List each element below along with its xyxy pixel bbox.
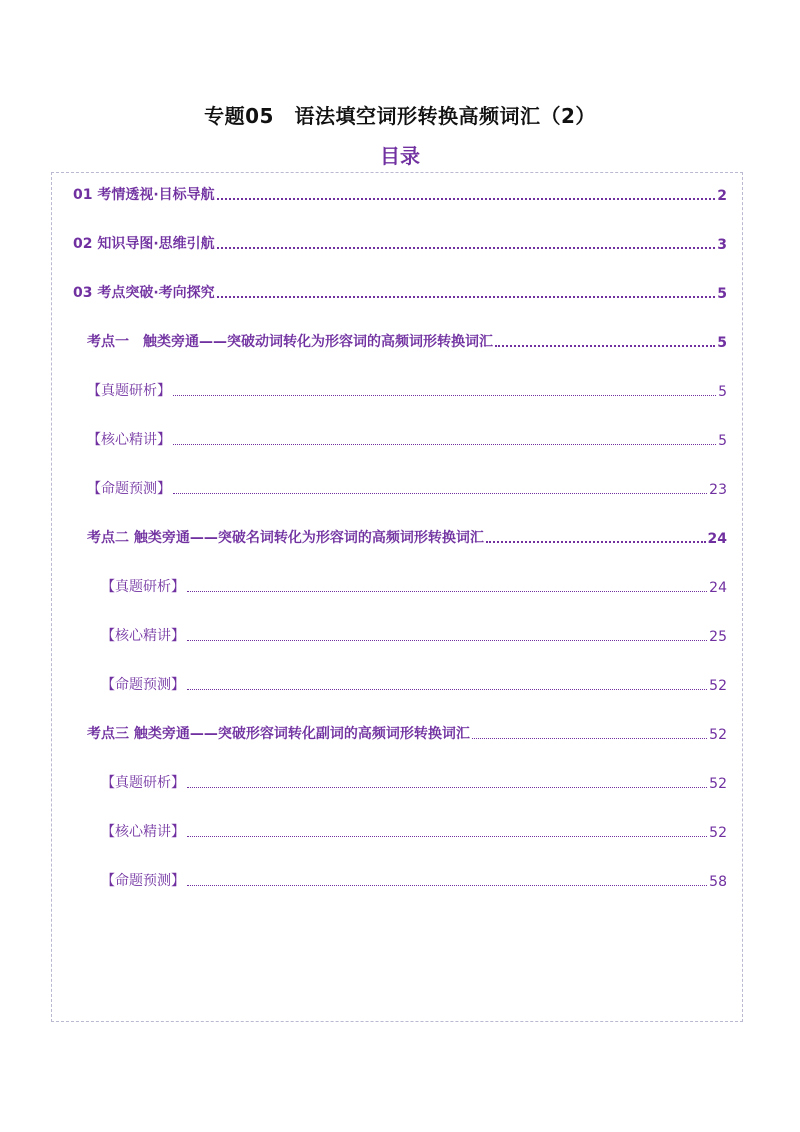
- toc-leader: [495, 345, 715, 347]
- toc-entry-page: 52: [709, 727, 727, 743]
- toc-entry-page: 24: [709, 580, 727, 596]
- toc-leader: [173, 444, 716, 445]
- toc-entry-topic-2[interactable]: [87, 523, 727, 547]
- toc-entry-topic-3-prediction[interactable]: [101, 866, 727, 890]
- toc-leader: [486, 541, 706, 543]
- toc-leader: [173, 493, 707, 494]
- toc-entry-page: 52: [709, 825, 727, 841]
- toc-entry-topic-2-prediction[interactable]: [101, 670, 727, 694]
- toc-entry-page: 5: [718, 433, 727, 449]
- toc-entry-label: 【命题预测】: [87, 481, 171, 497]
- toc-leader: [187, 885, 707, 886]
- toc-leader: [187, 591, 707, 592]
- toc-entry-page: 23: [709, 482, 727, 498]
- toc-entry-section-03[interactable]: [73, 278, 727, 302]
- toc-entry-page: 58: [709, 874, 727, 890]
- toc-entry-label: 03 考点突破·考向探究: [73, 285, 215, 301]
- toc-leader: [173, 395, 716, 396]
- toc-entry-page: 52: [709, 776, 727, 792]
- toc-leader: [217, 296, 716, 298]
- toc-entry-label: 【命题预测】: [101, 873, 185, 889]
- toc-entry-section-02[interactable]: [73, 229, 727, 253]
- page-title: 专题05 语法填空词形转换高频词汇（2）: [204, 104, 596, 128]
- toc-entry-page: 24: [707, 531, 727, 547]
- toc-entry-label: 【核心精讲】: [101, 628, 185, 644]
- toc-entry-section-01[interactable]: [73, 180, 727, 204]
- toc-entry-label: 【核心精讲】: [101, 824, 185, 840]
- toc-entry-label: 【核心精讲】: [87, 432, 171, 448]
- toc-leader: [217, 247, 716, 249]
- toc-leader: [187, 689, 707, 690]
- toc-entry-topic-3[interactable]: [87, 719, 727, 743]
- toc-entry-topic-1-exam-analysis[interactable]: [87, 376, 727, 400]
- toc-entry-page: 5: [717, 335, 727, 351]
- toc-leader: [187, 640, 707, 641]
- toc-entry-page: 5: [718, 384, 727, 400]
- toc-entry-page: 3: [717, 237, 727, 253]
- toc-entry-topic-1[interactable]: [87, 327, 727, 351]
- toc-entry-topic-2-core-explanation[interactable]: [101, 621, 727, 645]
- toc-entry-label: 【命题预测】: [101, 677, 185, 693]
- toc-entry-page: 5: [717, 286, 727, 302]
- toc-entry-label: 02 知识导图·思维引航: [73, 236, 215, 252]
- toc-leader: [187, 787, 707, 788]
- toc-leader: [187, 836, 707, 837]
- toc-entry-label: 【真题研析】: [101, 579, 185, 595]
- toc-entry-topic-1-core-explanation[interactable]: [87, 425, 727, 449]
- toc-leader: [472, 738, 707, 739]
- toc-entry-topic-3-core-explanation[interactable]: [101, 817, 727, 841]
- toc-entry-label: 01 考情透视·目标导航: [73, 187, 215, 203]
- toc-entry-label: 【真题研析】: [101, 775, 185, 791]
- toc-entry-topic-3-exam-analysis[interactable]: [101, 768, 727, 792]
- toc-heading: 目录: [380, 144, 420, 168]
- toc-entry-page: 2: [717, 188, 727, 204]
- toc-entry-page: 25: [709, 629, 727, 645]
- toc-entry-label: 【真题研析】: [87, 383, 171, 399]
- toc-entry-label: 考点一 触类旁通——突破动词转化为形容词的高频词形转换词汇: [87, 334, 493, 350]
- toc-leader: [217, 198, 716, 200]
- toc-entry-topic-1-prediction[interactable]: [87, 474, 727, 498]
- toc-entry-label: 考点三 触类旁通——突破形容词转化副词的高频词形转换词汇: [87, 726, 470, 742]
- toc-entry-page: 52: [709, 678, 727, 694]
- toc-entry-topic-2-exam-analysis[interactable]: [101, 572, 727, 596]
- toc-entry-label: 考点二 触类旁通——突破名词转化为形容词的高频词形转换词汇: [87, 530, 484, 546]
